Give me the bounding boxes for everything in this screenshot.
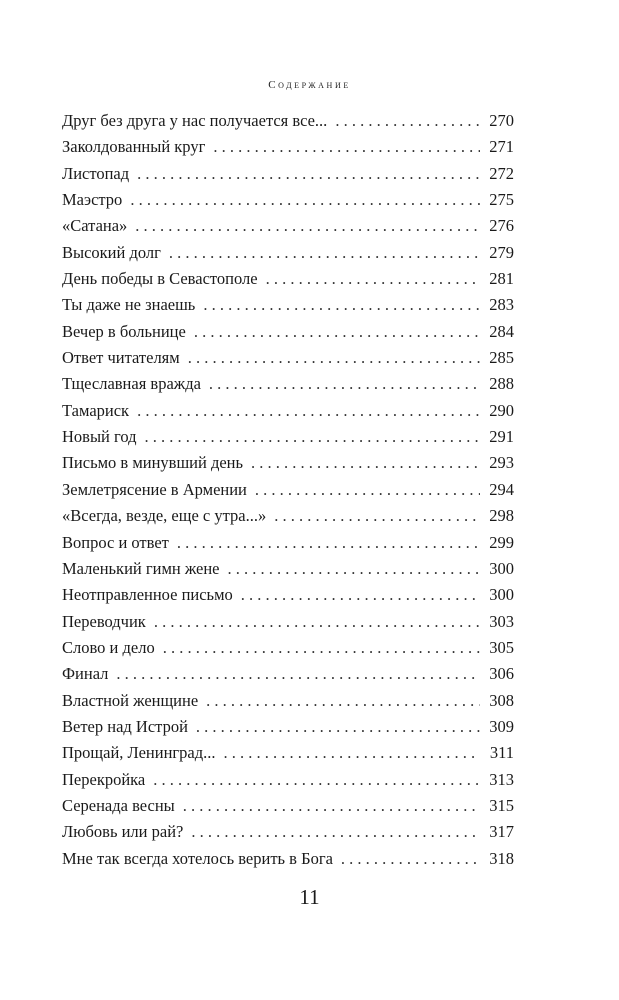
toc-entry-page: 275 <box>489 190 514 210</box>
toc-entry-title: Новый год <box>62 427 137 447</box>
dot-leader <box>251 450 480 476</box>
toc-entry <box>62 556 514 582</box>
toc-entry-page: 315 <box>489 795 514 815</box>
toc-entry-page: 270 <box>489 111 514 130</box>
toc-entry <box>62 846 514 872</box>
dot-leader <box>206 688 480 714</box>
toc-entry <box>62 319 514 345</box>
running-header: Содержание <box>268 79 351 91</box>
toc-entry-title: Вопрос и ответ <box>62 532 169 552</box>
toc-entry-title: Маленький гимн жене <box>62 558 220 578</box>
dot-leader <box>335 108 480 134</box>
toc-entry-page: 311 <box>489 743 514 763</box>
toc-entry-page: 283 <box>489 295 514 315</box>
toc-entry-title: «Сатана» <box>62 216 128 236</box>
toc-entry <box>62 292 514 318</box>
toc-entry-title: Письмо в минувший день <box>62 453 244 473</box>
toc-entry-title: Маэстро <box>62 190 123 210</box>
toc-entry-title: Прощай, Ленинград... <box>62 743 216 763</box>
toc-entry-title: Ответ читателям <box>62 348 180 368</box>
toc-entry <box>62 450 514 476</box>
toc-entry <box>62 530 514 556</box>
dot-leader <box>255 477 480 503</box>
dot-leader <box>213 134 480 160</box>
toc-entry <box>62 767 514 793</box>
toc-entry-title: Финал <box>62 664 109 684</box>
toc-entry-title: Неотправленное письмо <box>62 585 233 605</box>
dot-leader <box>169 240 480 266</box>
toc-entry <box>62 345 514 371</box>
toc-entry-title: Заколдованный круг <box>62 137 206 157</box>
toc-entry-title: Властной женщине <box>62 690 199 710</box>
toc-entry-page: 293 <box>489 453 514 473</box>
toc-entry-title: «Всегда, везде, еще с утра...» <box>62 506 267 526</box>
toc-entry-title: Ты даже не знаешь <box>62 295 196 315</box>
dot-leader <box>224 740 480 766</box>
toc-entry-page: 284 <box>489 321 514 341</box>
toc-entry-page: 306 <box>489 664 514 684</box>
table-of-contents <box>62 108 514 872</box>
toc-entry-page: 271 <box>489 137 514 157</box>
toc-entry-title: Землетрясение в Армении <box>62 479 247 499</box>
toc-entry-page: 279 <box>489 242 514 262</box>
toc-entry <box>62 398 514 424</box>
toc-entry-page: 313 <box>489 769 514 789</box>
toc-entry-title: Мне так всегда хотелось верить в Бога <box>62 848 333 868</box>
toc-entry-title: Друг без друга у нас получается все... <box>62 111 328 130</box>
toc-entry <box>62 240 514 266</box>
toc-entry <box>62 819 514 845</box>
toc-entry <box>62 793 514 819</box>
dot-leader <box>154 609 480 635</box>
toc-entry-title: Высокий долг <box>62 242 161 262</box>
dot-leader <box>177 530 480 556</box>
toc-entry-page: 276 <box>489 216 514 236</box>
toc-entry <box>62 134 514 160</box>
dot-leader <box>191 819 480 845</box>
dot-leader <box>196 714 480 740</box>
toc-entry-page: 309 <box>489 716 514 736</box>
toc-entry-title: Тщеславная вражда <box>62 374 201 394</box>
dot-leader <box>266 266 480 292</box>
toc-entry <box>62 266 514 292</box>
toc-entry <box>62 477 514 503</box>
dot-leader <box>188 345 480 371</box>
page-number: 11 <box>299 885 320 909</box>
dot-leader <box>203 292 480 318</box>
toc-entry-page: 272 <box>489 163 514 183</box>
dot-leader <box>274 503 480 529</box>
dot-leader <box>135 213 480 239</box>
toc-entry-page: 291 <box>489 427 514 447</box>
dot-leader <box>241 582 480 608</box>
toc-entry-page: 285 <box>489 348 514 368</box>
dot-leader <box>137 398 480 424</box>
toc-entry-page: 299 <box>489 532 514 552</box>
dot-leader <box>153 767 480 793</box>
toc-entry <box>62 108 514 134</box>
toc-entry-title: Вечер в больнице <box>62 321 186 341</box>
toc-entry-title: Слово и дело <box>62 637 155 657</box>
toc-entry <box>62 161 514 187</box>
toc-entry <box>62 661 514 687</box>
toc-entry-page: 300 <box>489 585 514 605</box>
dot-leader <box>116 661 480 687</box>
dot-leader <box>183 793 480 819</box>
toc-entry <box>62 424 514 450</box>
toc-entry-title: Серенада весны <box>62 795 175 815</box>
toc-entry-page: 303 <box>489 611 514 631</box>
toc-entry-page: 300 <box>489 558 514 578</box>
dot-leader <box>194 319 480 345</box>
toc-entry <box>62 740 514 766</box>
toc-entry-page: 281 <box>489 269 514 289</box>
toc-entry-page: 317 <box>489 822 514 842</box>
toc-entry-title: Листопад <box>62 163 130 183</box>
toc-entry-title: День победы в Севастополе <box>62 269 258 289</box>
toc-entry-page: 290 <box>489 400 514 420</box>
toc-entry <box>62 688 514 714</box>
toc-entry-title: Ветер над Истрой <box>62 716 188 736</box>
toc-entry <box>62 371 514 397</box>
toc-entry <box>62 582 514 608</box>
toc-entry-page: 294 <box>489 479 514 499</box>
toc-entry <box>62 187 514 213</box>
toc-entry <box>62 635 514 661</box>
toc-entry <box>62 213 514 239</box>
toc-entry <box>62 503 514 529</box>
toc-entry <box>62 609 514 635</box>
toc-entry-page: 288 <box>489 374 514 394</box>
dot-leader <box>145 424 480 450</box>
toc-entry-page: 308 <box>489 690 514 710</box>
dot-leader <box>228 556 480 582</box>
toc-entry-page: 305 <box>489 637 514 657</box>
dot-leader <box>163 635 480 661</box>
dot-leader <box>209 371 480 397</box>
dot-leader <box>130 187 480 213</box>
toc-entry-title: Тамариск <box>62 400 130 420</box>
dot-leader <box>137 161 480 187</box>
toc-entry-title: Переводчик <box>62 611 146 631</box>
toc-entry <box>62 714 514 740</box>
toc-entry-title: Перекройка <box>62 769 146 789</box>
toc-entry-page: 318 <box>489 848 514 868</box>
dot-leader <box>341 846 480 872</box>
toc-entry-page: 298 <box>489 506 514 526</box>
toc-entry-title: Любовь или рай? <box>62 822 184 842</box>
